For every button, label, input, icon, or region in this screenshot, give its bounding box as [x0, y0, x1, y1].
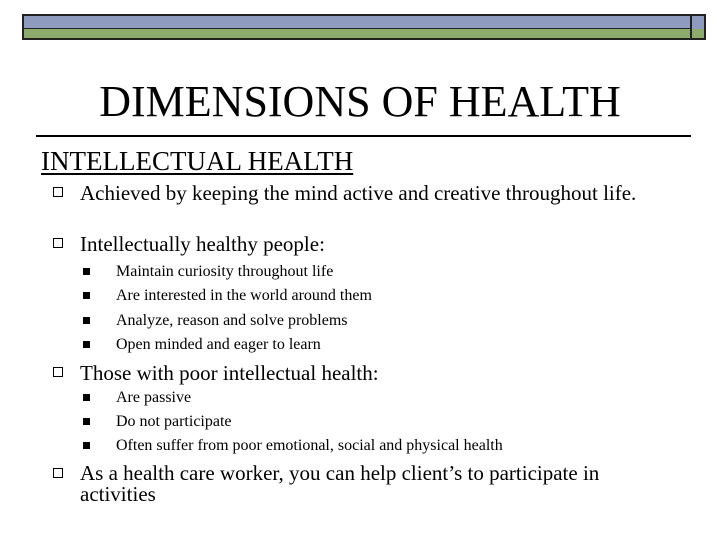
title-underline-rule	[36, 135, 691, 137]
slide-title: DIMENSIONS OF HEALTH	[99, 77, 621, 126]
filled-square-bullet-icon	[83, 292, 90, 299]
filled-square-bullet-icon	[83, 442, 90, 449]
bullet-healthy-people: Intellectually healthy people:	[80, 232, 325, 256]
header-divider	[690, 16, 692, 38]
hollow-square-bullet-icon	[53, 468, 63, 478]
header-corner-square-lower	[692, 29, 704, 38]
filled-square-bullet-icon	[83, 268, 90, 275]
sub-bullet: Open minded and eager to learn	[116, 336, 321, 353]
filled-square-bullet-icon	[83, 317, 90, 324]
bullet-health-care-worker: As a health care worker, you can help client’s to participate in activities	[80, 461, 600, 506]
filled-square-bullet-icon	[83, 394, 90, 401]
sub-bullet: Are passive	[116, 389, 192, 406]
hollow-square-bullet-icon	[53, 238, 63, 248]
hollow-square-bullet-icon	[53, 187, 63, 197]
sub-bullet: Do not participate	[116, 413, 232, 430]
header-bottom-band	[24, 29, 704, 38]
section-heading: INTELLECTUAL HEALTH	[41, 146, 354, 176]
filled-square-bullet-icon	[83, 418, 90, 425]
hollow-square-bullet-icon	[53, 367, 63, 377]
bullet-achieved: Achieved by keeping the mind active and creative throughout life.	[80, 181, 637, 205]
filled-square-bullet-icon	[83, 341, 90, 348]
sub-bullet: Maintain curiosity throughout life	[116, 263, 334, 280]
header-decoration-bar	[22, 14, 706, 40]
sub-bullet: Often suffer from poor emotional, social and physical health	[116, 437, 503, 454]
sub-bullet: Are interested in the world around them	[116, 287, 372, 304]
header-top-band	[24, 16, 704, 29]
sub-bullet: Analyze, reason and solve problems	[116, 312, 348, 329]
bullet-poor-health: Those with poor intellectual health:	[80, 361, 379, 385]
